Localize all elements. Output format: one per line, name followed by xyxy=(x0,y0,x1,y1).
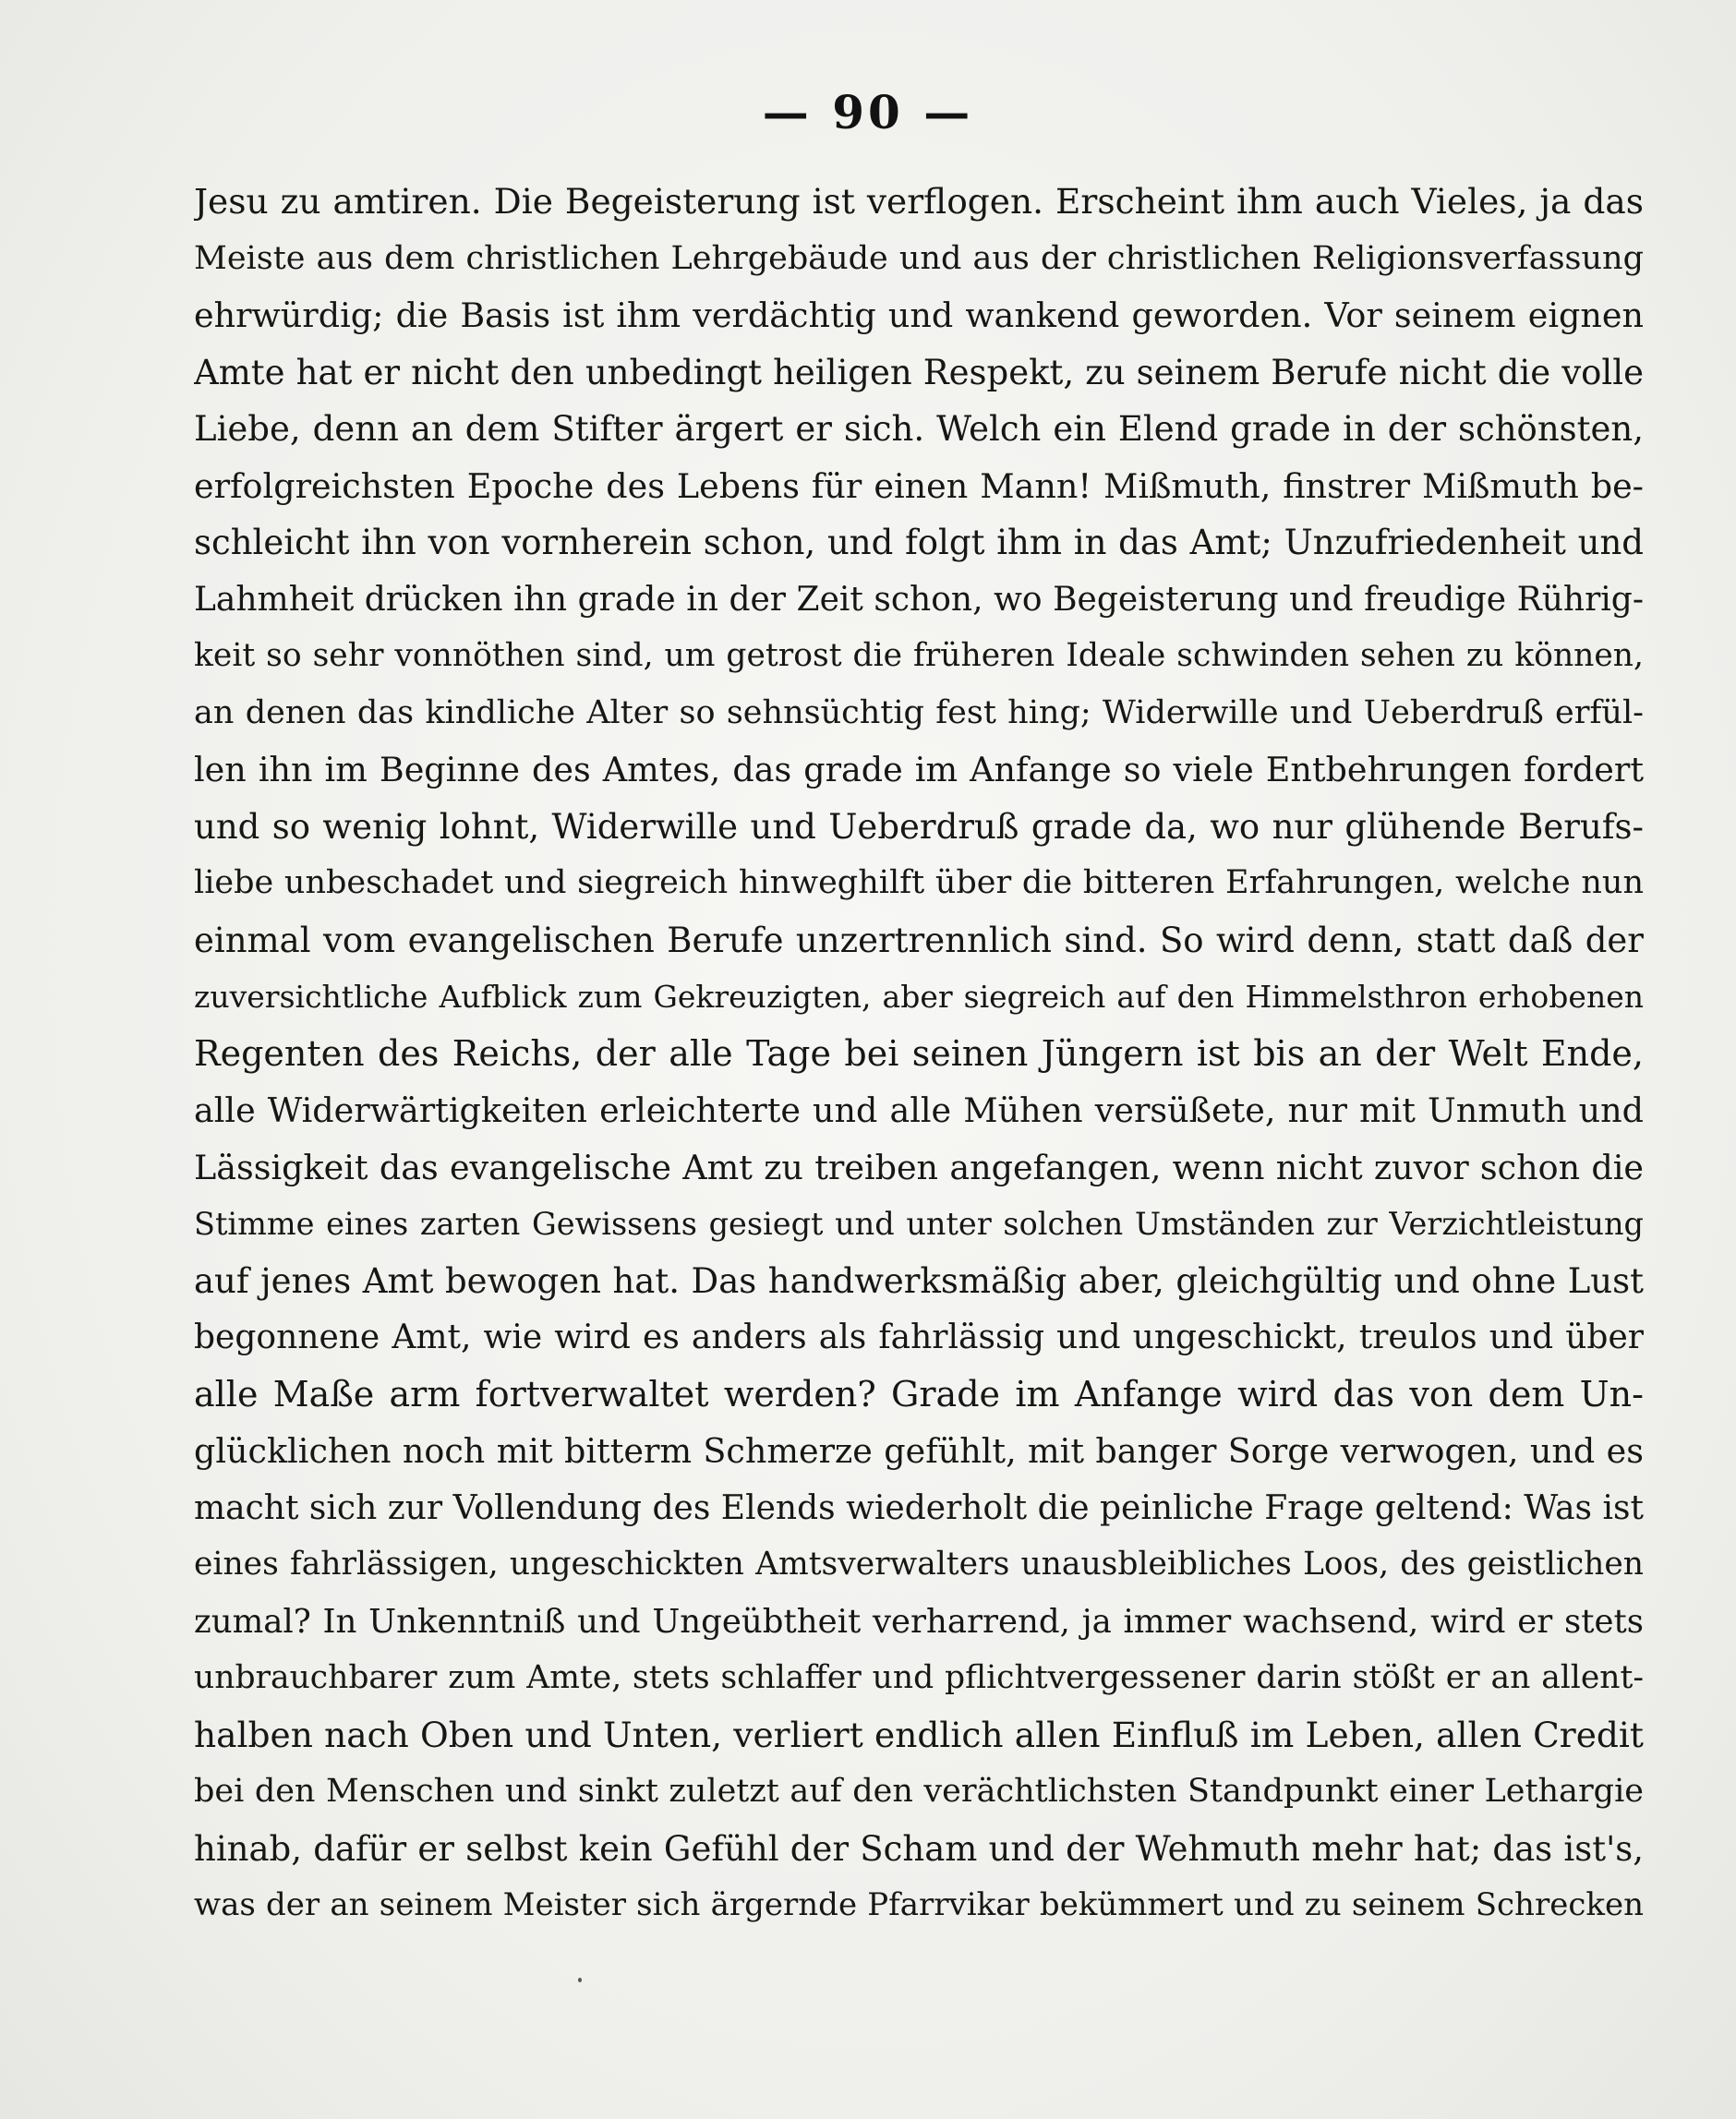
text-line: alle Widerwärtigkeiten erleichterte und alle Mühen versüßete, nur mit Unmuth und xyxy=(194,1090,1644,1130)
text-line: halben nach Oben und Unten, verliert endlich allen Einfluß im Leben, allen Credit xyxy=(194,1714,1644,1755)
text-line: auf jenes Amt bewogen hat. Das handwerksmäßig aber, gleichgültig und ohne Lust xyxy=(194,1260,1644,1301)
page-number: — 90 — xyxy=(762,85,974,139)
text-line: len ihn im Beginne des Amtes, das grade im Anfange so viele Entbehrungen fordert xyxy=(194,750,1644,789)
text-line: keit so sehr vonnöthen sind, um getrost die früheren Ideale schwinden sehen zu können, xyxy=(194,637,1644,674)
text-line: und so wenig lohnt, Widerwille und Ueberdruß grade da, wo nur glühende Berufs- xyxy=(194,806,1644,847)
text-line: Lahmheit drücken ihn grade in der Zeit schon, wo Begeisterung und freudige Rührig- xyxy=(194,580,1644,619)
text-line: Lässigkeit das evangelische Amt zu treiben angefangen, wenn nicht zuvor schon die xyxy=(194,1147,1644,1187)
text-line: zuversichtliche Aufblick zum Gekreuzigten, aber siegreich auf den Himmelsthron erhobenen xyxy=(194,979,1644,1015)
text-line: unbrauchbarer zum Amte, stets schlaffer und pflichtvergessener darin stößt er an allent- xyxy=(194,1659,1644,1696)
text-line: ehrwürdig; die Basis ist ihm verdächtig und wankend geworden. Vor seinem eignen xyxy=(194,295,1644,335)
text-line: einmal vom evangelischen Berufe unzertrennlich sind. So wird denn, statt daß der xyxy=(194,920,1644,960)
text-line: Jesu zu amtiren. Die Begeisterung ist verflogen. Erscheint ihm auch Vieles, ja das xyxy=(194,181,1644,222)
text-line: bei den Menschen und sinkt zuletzt auf den verächtlichsten Standpunkt einer Lethargie xyxy=(194,1773,1644,1810)
text-line: eines fahrlässigen, ungeschickten Amtsverwalters unausbleibliches Loos, des geistlichen xyxy=(194,1546,1644,1583)
text-line: begonnene Amt, wie wird es anders als fahrlässig und ungeschickt, treulos und über xyxy=(194,1318,1644,1356)
text-line: Liebe, denn an dem Stifter ärgert er sich. Welch ein Elend grade in der schönsten, xyxy=(194,409,1644,449)
text-line: macht sich zur Vollendung des Elends wiederholt die peinliche Frage geltend: Was ist xyxy=(194,1488,1644,1527)
text-line: Meiste aus dem christlichen Lehrgebäude und aus der christlichen Religionsverfassung xyxy=(194,239,1644,277)
text-line: hinab, dafür er selbst kein Gefühl der Scham und der Wehmuth mehr hat; das ist's, xyxy=(194,1828,1644,1869)
text-line: erfolgreichsten Epoche des Lebens für einen Mann! Mißmuth, finstrer Mißmuth be- xyxy=(194,465,1644,506)
body-text xyxy=(194,174,1644,1934)
text-line: liebe unbeschadet und siegreich hinweghilft über die bitteren Erfahrungen, welche nun xyxy=(194,864,1644,901)
text-line: zumal? In Unkenntniß und Ungeübtheit verharrend, ja immer wachsend, wird er stets xyxy=(194,1602,1644,1641)
text-line: Stimme eines zarten Gewissens gesiegt und unter solchen Umständen zur Verzichtleistung xyxy=(194,1206,1644,1242)
text-line: Amte hat er nicht den unbedingt heiligen Respekt, zu seinem Berufe nicht die volle xyxy=(194,352,1644,392)
text-line: Regenten des Reichs, der alle Tage bei seinen Jüngern ist bis an der Welt Ende, xyxy=(194,1032,1644,1074)
text-line: schleicht ihn von vornherein schon, und folgt ihm in das Amt; Unzufriedenheit und xyxy=(194,523,1644,562)
paper-speck xyxy=(578,1978,582,1982)
text-line: was der an seinem Meister sich ärgernde Pfarrvikar bekümmert und zu seinem Schrecken xyxy=(194,1886,1644,1923)
text-line: alle Maße arm fortverwaltet werden? Grade im Anfange wird das von dem Un- xyxy=(194,1373,1644,1415)
text-line: an denen das kindliche Alter so sehnsüchtig fest hing; Widerwille und Ueberdruß erfül- xyxy=(194,693,1644,731)
text-line: glücklichen noch mit bitterm Schmerze gefühlt, mit banger Sorge verwogen, und es xyxy=(194,1431,1644,1471)
